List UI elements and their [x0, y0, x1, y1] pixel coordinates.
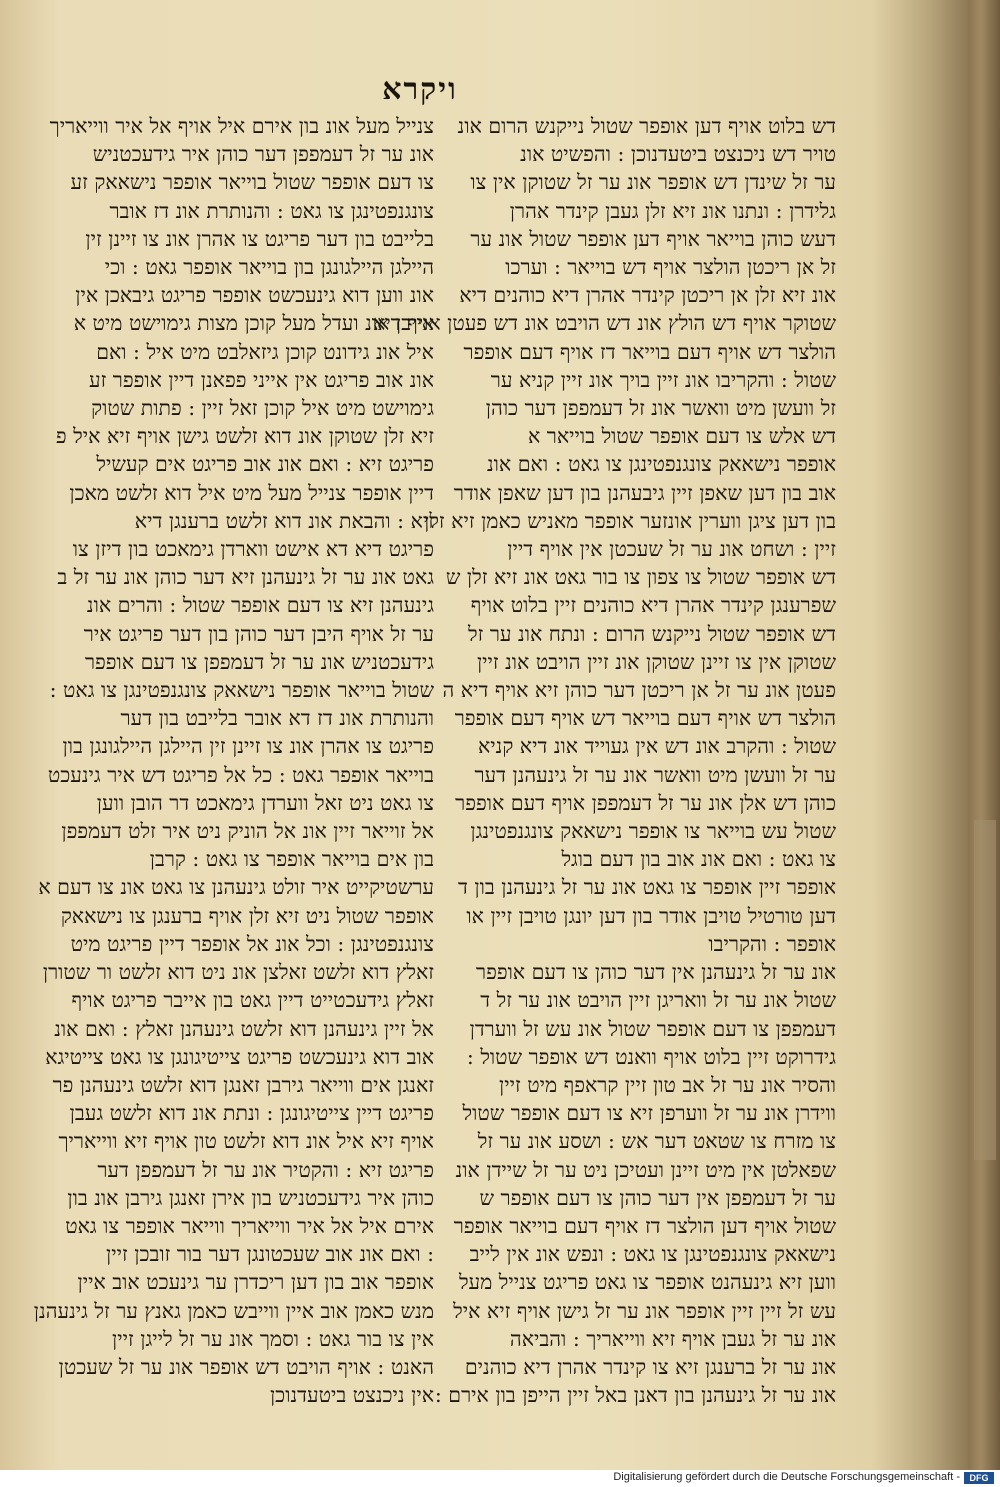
text-line: מנש כאמן אוב איין ווייבש כאמן גאנץ ער זל גינעהנן	[33, 1298, 434, 1323]
text-line: שטול : והקריבו אונ זיין בויך אונ זיין קניא ער	[490, 367, 836, 392]
text-line: אויף זיא איל אונ דוא זלשט טון אויף זיא ווייאריך	[58, 1129, 434, 1154]
text-line: אירם איל אל איר ווייאריך ווייאר אופפר צו גאט	[65, 1213, 434, 1238]
text-line: שטוקר אויף דש הולץ אונ דש הויבט אונ דש פעטן אויף דיא	[373, 311, 836, 336]
text-line: דען טורטיל טויבן אודר בון דען יונגן טויבן זיין או	[466, 903, 836, 928]
text-line: גאט אונ ער זל גינעהנן זיא דער כוהן אונ ער זל ב	[57, 565, 434, 590]
text-line: אייבן אונ ועדל מעל קוכן מצות גימוישט מיט א	[73, 311, 434, 336]
text-line: אופפר : והקריבו	[708, 931, 836, 956]
text-line: אופפר זיין אופפר צו גאט אונ ער זל גינעהנן בון ד	[458, 875, 836, 900]
text-line: ער זל אויף היבן דער כוהן בון דער פריגט איר	[83, 621, 434, 646]
text-line: דיין אופפר צנייל מעל מיט איל דוא זלשט מאכן	[69, 480, 434, 505]
dfg-logo: DFG	[964, 1472, 994, 1484]
text-line: אונ ער זל געבן אויף זיא ווייאריך : והביאה	[509, 1326, 836, 1351]
text-line: : ואם אונ אוב שעכטונגן דער בור זובכן זיין	[106, 1242, 434, 1267]
text-line: בון אים בוייאר אופפר צו גאט : קרבן	[149, 847, 434, 872]
text-line: ער זל דעמפפן אין דער כוהן צו דעם אופפר ש	[479, 1185, 836, 1210]
text-line: גלידרן : ונתנו אונ זיא זלן געבן קינדר אהרן	[509, 198, 836, 223]
page-fore-edge	[968, 0, 1000, 1470]
text-line: אונ ער זל גינעהנן אין דער כוהן צו דעם אופפר	[476, 960, 836, 985]
text-line: פעטן אונ ער זל אן ריכטן דער כוהן זיא אויף דיא ה	[442, 678, 836, 703]
text-line: שטול עש בוייאר צו אופפר נישאאק צונגנפטינגן	[470, 819, 836, 844]
text-line: אונ זיא זלן אן ריכטן קינדר אהרן דיא כוהנים דיא	[459, 283, 836, 308]
text-line: צו גאט : ואם אונ אוב בון דעם בוגל	[561, 847, 836, 872]
text-line: אונ ווען דוא גינעכשט אופפר פריגט גיבאכן אין	[75, 283, 434, 308]
text-line: והסיר אונ ער זל אב טון זיין קראפף מיט זיין	[498, 1072, 836, 1097]
footer-bar	[0, 1470, 1000, 1487]
text-line: איל אונ גידונט קוכן גיזאלבט מיט איל : ואם	[96, 339, 434, 364]
text-line: אונ אוב פריגט אין אייני פפאנן דיין אופפר זע	[88, 367, 434, 392]
text-line: זל אן ריכטן הולצר אויף דש בוייאר : וערכו	[505, 255, 836, 280]
text-line: ווידרן אונ ער זל ווערפן זיא צו דעם אופפר שטול	[462, 1101, 836, 1126]
text-line: אין צו בור גאט : וסמך אונ ער זל לייגן זיין	[112, 1326, 434, 1351]
text-line: אל זוייאר זיין אונ אל הוניק ניט איר זלט דעמפפן	[61, 819, 434, 844]
text-line: שטול : והקרב אונ דש אין געוייד אונ דיא קניא	[477, 734, 836, 759]
text-line: גידרוקט זיין בלוט אויף וואנט דש אופפר שטול :	[466, 1044, 836, 1069]
text-line: שפרענגן קינדר אהרן דיא כוהנים זיין בלוט אויף	[470, 593, 836, 618]
text-line: והנותרת אונ דז דא אובר בלייבט בון דער	[120, 706, 434, 731]
text-line: טויר דש ניכנצט ביטעדנוכן : והפשיט אונ	[520, 142, 836, 167]
text-line: כוהן דש אלן אונ ער זל דעמפפן אויף דעם אופפר	[455, 790, 836, 815]
text-line: צו גאט ניט זאל ווערדן גימאכט דר הובן ווען	[96, 790, 434, 815]
text-line: דש אופפר שטול צו צפון צו בור גאט אונ זיא זלן ש	[445, 565, 836, 590]
text-line: ער זל שינדן דש אופפר אונ ער זל שטוקן אין צו	[470, 170, 836, 195]
text-line: אונ ער זל דעמפפן דער כוהן איר גידעכטניש	[92, 142, 434, 167]
text-line: פריגט דיין צייטיגונגן : ונתת אונ דוא זלשט געבן	[69, 1101, 434, 1126]
text-line: זאנגן אים ווייאר גירבן זאנגן דוא זלשט גינעהנן פר	[52, 1072, 434, 1097]
text-line: אופפר שטול ניט זיא זלן אויף ברענגן צו נישאאק	[60, 903, 434, 928]
text-line: בון דען ציגן ווערין אונזער אופפר מאניש כאמן זיא זלן	[424, 508, 836, 533]
text-line: גינעהנן זיא צו דעם אופפר שטול : והרים אונ	[86, 593, 434, 618]
text-line: צו דעם אופפר שטול בוייאר אופפר נישאאק זע	[70, 170, 434, 195]
text-line: ערשטיקייט איר זולט גינעהנן צו גאט אונ צו דעם א	[38, 875, 434, 900]
text-line: שטול בוייאר אופפר נישאאק צונגנפטינגן צו גאט :	[49, 678, 434, 703]
text-line: אוב בון דען שאפן זיין גיבעהנן בון דען שאפן אודר	[453, 480, 836, 505]
text-line: דש אלש צו דעם אופפר שטול בוייאר א	[527, 424, 836, 449]
text-line: פריגט דיא דא אישט ווארדן גימאכט בון דיזן צו	[72, 537, 434, 562]
text-line: נישאאק צונגנפטינגן צו גאט : ונפש אונ אין לייב	[469, 1242, 836, 1267]
text-line: שפאלטן אין מיט זיינן ועטיכן ניט ער זל שיידן אונ	[455, 1157, 836, 1182]
text-line: פריגט זיא : והקטיר אונ ער זל דעמפפן דער	[97, 1157, 434, 1182]
text-line: אוב דוא גינעכשט פריגט צייטיגונגן צו גאט צייטיגא	[45, 1044, 434, 1069]
text-line: זיא זלן שטוקן אונ דוא זלשט גישן אויף זיא איל פ	[55, 424, 434, 449]
text-line: זל וועשן מיט וואשר אונ זל דעמפפן דער כוהן	[485, 396, 836, 421]
text-line: אונ ער זל גינעהנן בון דאנן באל זיין הייפן בון אירם :	[434, 1383, 836, 1408]
text-line: זאלץ גידעכטייט דיין גאט בון אייבר פריגט אויף	[71, 988, 434, 1013]
text-line: אופפר נישאאק צונגנפטינגן צו גאט : ואם אונ	[487, 452, 836, 477]
text-line: זאלץ דוא זלשט זאלצן אונ ניט דוא זלשט ור שטורן	[42, 960, 434, 985]
text-line: היילגן היילגונגן בון בוייאר אופפר גאט : וכי	[104, 255, 434, 280]
text-line: שטול אויף דען הולצר דז אויף דעם בוייאר אופפר	[453, 1213, 836, 1238]
text-line: פריגט זיא : ואם אונ אוב פריגט אים קעשיל	[96, 452, 434, 477]
text-line: צו מזרח צו שטאט דער אש : ושסע אונ ער זל	[477, 1129, 836, 1154]
text-line: דש בלוט אויף דען אופפר שטול נייקנש הרום אונ	[457, 114, 836, 138]
text-line: אין ניכנצט ביטעדנוכן	[269, 1383, 434, 1408]
running-head: ויקרא	[382, 72, 458, 107]
text-line: בוייאר אופפר גאט : כל אל פריגט דש איר גינעכט	[47, 762, 434, 787]
text-line: בלייבט בון דער פריגט צו אהרן אונ צו זיינן זין	[85, 226, 434, 251]
text-line: שטוקן אין צו זיינן שטוקן אונ זיין הויבט אונ זיין	[476, 649, 836, 674]
text-line: גימוישט מיט איל קוכן זאל זיין : פתות שטוק	[91, 396, 434, 421]
left-text-column	[33, 112, 434, 1409]
text-line: דעש כוהן בוייאר אויף דען אופפר שטול אונ ער	[470, 226, 836, 251]
text-line: צונגנפטינגן צו גאט : והנותרת אונ דז אובר	[109, 198, 434, 223]
text-line: אל זיין גינעהנן דוא זלשט גינעהנן זאלץ : ואם אונ	[54, 1016, 434, 1041]
text-line: האנט : אויף הויבט דש אופפר אונ ער זל שעכטן	[58, 1354, 434, 1379]
text-line: עש זל זיין זיין אופפר אונ ער זל גישן אויף זיא איל	[453, 1298, 836, 1323]
text-line: גידעכטניש אונ ער זל דעמפפן צו דעם אופפר	[84, 649, 434, 674]
text-line: כוהן איר גידעכטניש בון אירן זאנגן גירבן אונ בון	[67, 1185, 434, 1210]
text-line: אונ ער זל ברענגן זיא צו קינדר אהרן דיא כוהנים	[464, 1354, 836, 1379]
footer-credit: Digitalisierung gefördert durch die Deutsche Forschungsgemeinschaft -	[613, 1471, 960, 1483]
text-line: שטול אונ ער זל וואריגן זיין הויבט אונ ער זל ד	[480, 988, 836, 1013]
text-line: דש אופפר שטול נייקנש הרום : ונתח אונ ער זל	[468, 621, 836, 646]
right-text-column	[373, 112, 836, 1409]
text-line: דעמפפן צו דעם אופפר שטול אונ עש זל ווערדן	[469, 1016, 836, 1041]
text-line: צנייל מעל אונ בון אירם איל אויף אל איר ווייאריך	[49, 114, 434, 138]
text-line: צונגנפטינגן : וכל אונ אל אופפר דיין פריגט מיט	[70, 931, 434, 956]
text-line: זיין : ושחט אונ ער זל שעכטן אין אויף דיין	[507, 537, 836, 562]
text-line: אופפר אוב בון דען ריכדרן ער גינעכט אוב איין	[77, 1270, 434, 1295]
text-line: ער זל וועשן מיט וואשר אונ ער זל גינעהנן דער	[474, 762, 836, 787]
text-line: זיא : והבאת אונ דוא זלשט ברענגן דיא	[134, 508, 434, 533]
text-line: ווען זיא גינעהנט אופפר צו גאט פריגט צנייל מעל	[458, 1270, 836, 1295]
text-line: הולצר דש אויף דעם בוייאר דש אויף דעם אופפר	[454, 706, 836, 731]
text-line: פריגט צו אהרן אונ צו זיינן זין היילגן היילגונגן בון	[62, 734, 434, 759]
text-line: הולצר דש אויף דעם בוייאר דז אויף דעם אופפר	[463, 339, 836, 364]
